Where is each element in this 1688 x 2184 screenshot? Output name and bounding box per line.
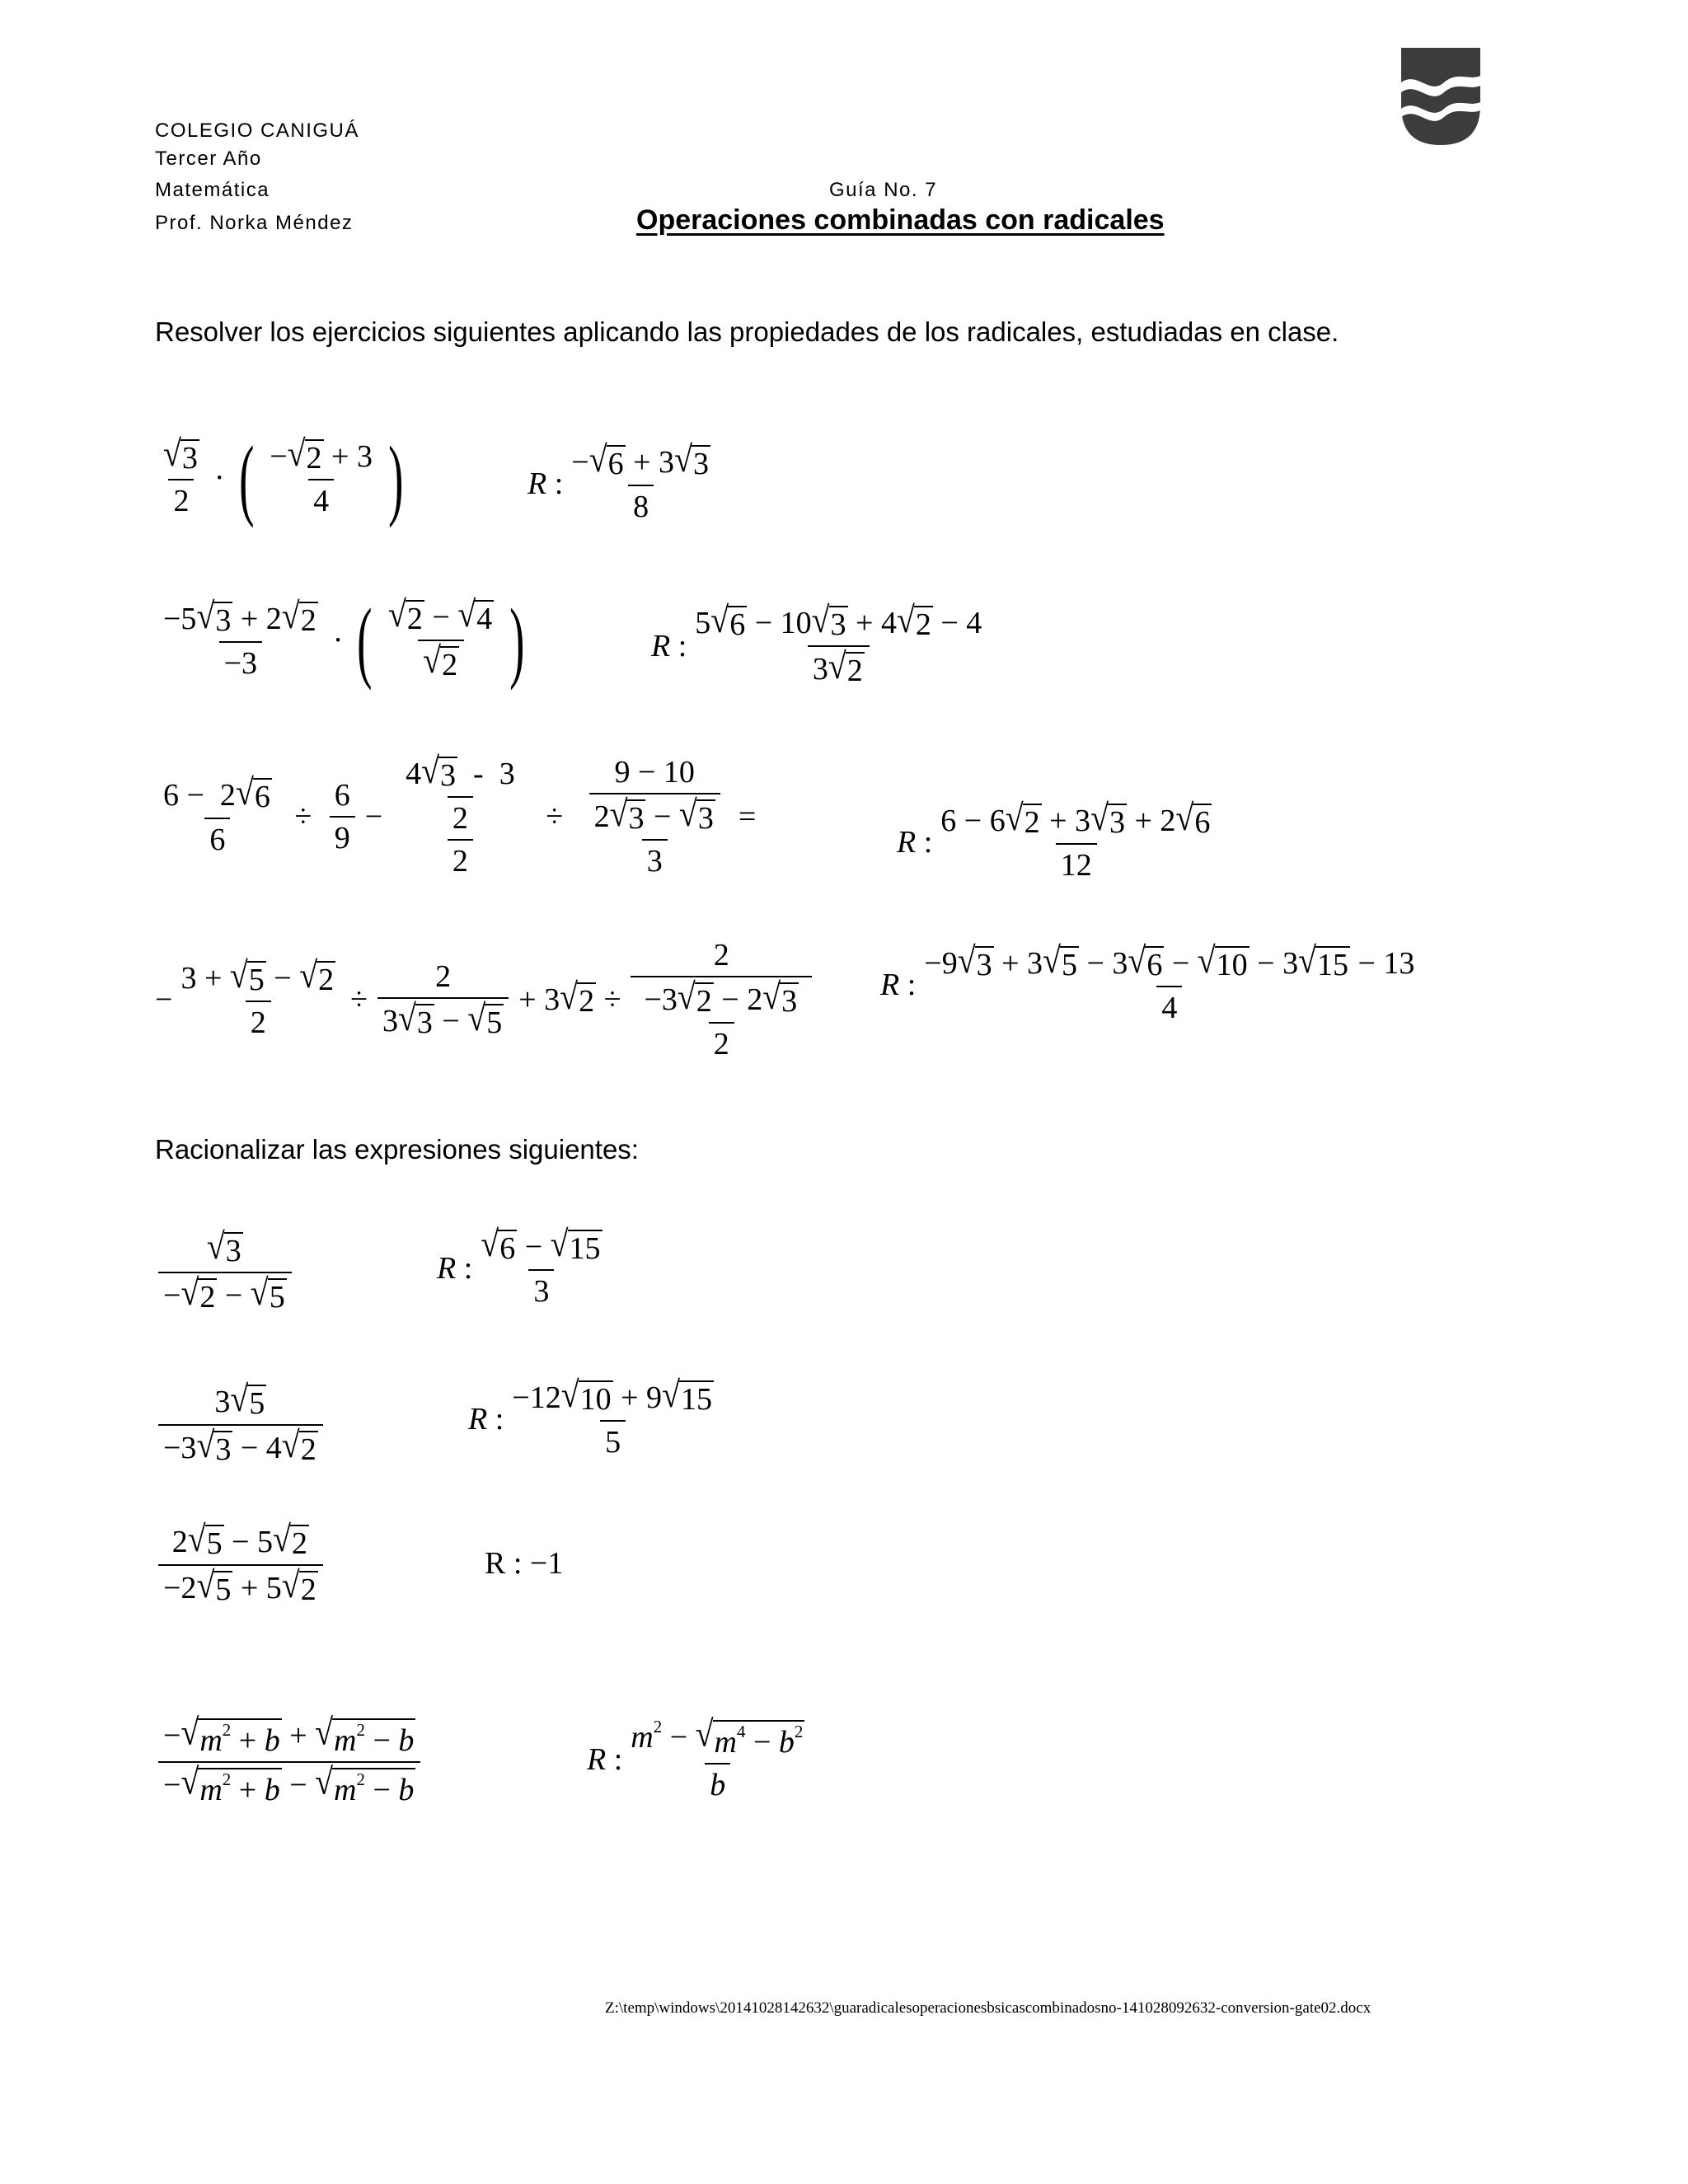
- rationalize-3: 2 √ 5 − 5 √ 2 −2 √ 5 + 5 √ 2: [155, 1525, 326, 1605]
- answer-1: R : − √ 6 + 3 √ 3 8: [528, 438, 709, 524]
- rationalize-answer-3: R : −1: [485, 1546, 564, 1581]
- page-title: Operaciones combinadas con radicales: [636, 204, 1165, 236]
- teacher-label: Prof. Norka Méndez: [155, 212, 354, 234]
- rationalize-instruction: Racionalizar las expresiones siguientes:: [155, 1134, 639, 1165]
- rationalize-4: − √ $m^2 + b$ + √ $m^2 - b$ − √ $m^2 + b$ − √ $m^2 - b$: [155, 1718, 424, 1806]
- rationalize-2: 3 √ 5 −3 √ 3 − 4 √ 2: [155, 1385, 326, 1465]
- school-name: COLEGIO CANIGUÁ: [155, 120, 359, 142]
- rationalize-answer-4: R : $m^2$ − √ $m^4 - b^2$ b: [587, 1712, 804, 1802]
- operations-instruction: Resolver los ejercicios siguientes aplicando las propiedades de los radicales, estudiadas en clase.: [155, 316, 1339, 347]
- file-path-footer: Z:\temp\windows\20141028142632\guaradicalesoperacionesbsicascombinadosno-141028092632-conversion-gate02.docx: [605, 1999, 1372, 2017]
- answer-4: R : −9 √ 3 + 3 √ 5 − 3 √ 6 − √ 10 − 3 √ 15 − 13 4: [880, 939, 1415, 1025]
- exercise-2: −5 √ 3 + 2 √ 2 −3 · ( √ 2 − √ 4 √ 2 ): [163, 590, 525, 691]
- guide-number: Guía No. 7: [829, 179, 938, 201]
- answer-3: R : 6 − 6 √ 2 + 3 √ 3 + 2 √ 6 12: [897, 796, 1211, 883]
- school-logo-icon: [1401, 48, 1480, 145]
- rationalize-answer-2: R : −12 √ 10 + 9 √ 15 5: [468, 1373, 712, 1460]
- rationalize-1: √ 3 − √ 2 − √ 5: [155, 1232, 295, 1313]
- exercise-4: − 3 + √ 5 − √ 2 2 ÷ 2 3 √ 3 − √ 5 + 3 √ 2 ÷ 2 −3 √ 2 − 2 √ 3 2: [155, 940, 815, 1060]
- rationalize-answer-1: R : √ 6 − √ 15 3: [437, 1222, 601, 1309]
- exercise-3: 6 − 2 √ 6 6 ÷ $\frac{6}{9}$ − 4 √ 3 - 3 2 2 ÷ 9 − 10 2 √ 3 − √ 3 3 =: [163, 749, 757, 879]
- subject-label: Matemática: [155, 179, 270, 201]
- answer-2: R : 5 √ 6 − 10 √ 3 + 4 √ 2 − 4 3 √ 2: [651, 598, 982, 688]
- grade-label: Tercer Año: [155, 148, 262, 170]
- exercise-1: √ 3 2 · ( − √ 2 + 3 4 ): [163, 428, 404, 528]
